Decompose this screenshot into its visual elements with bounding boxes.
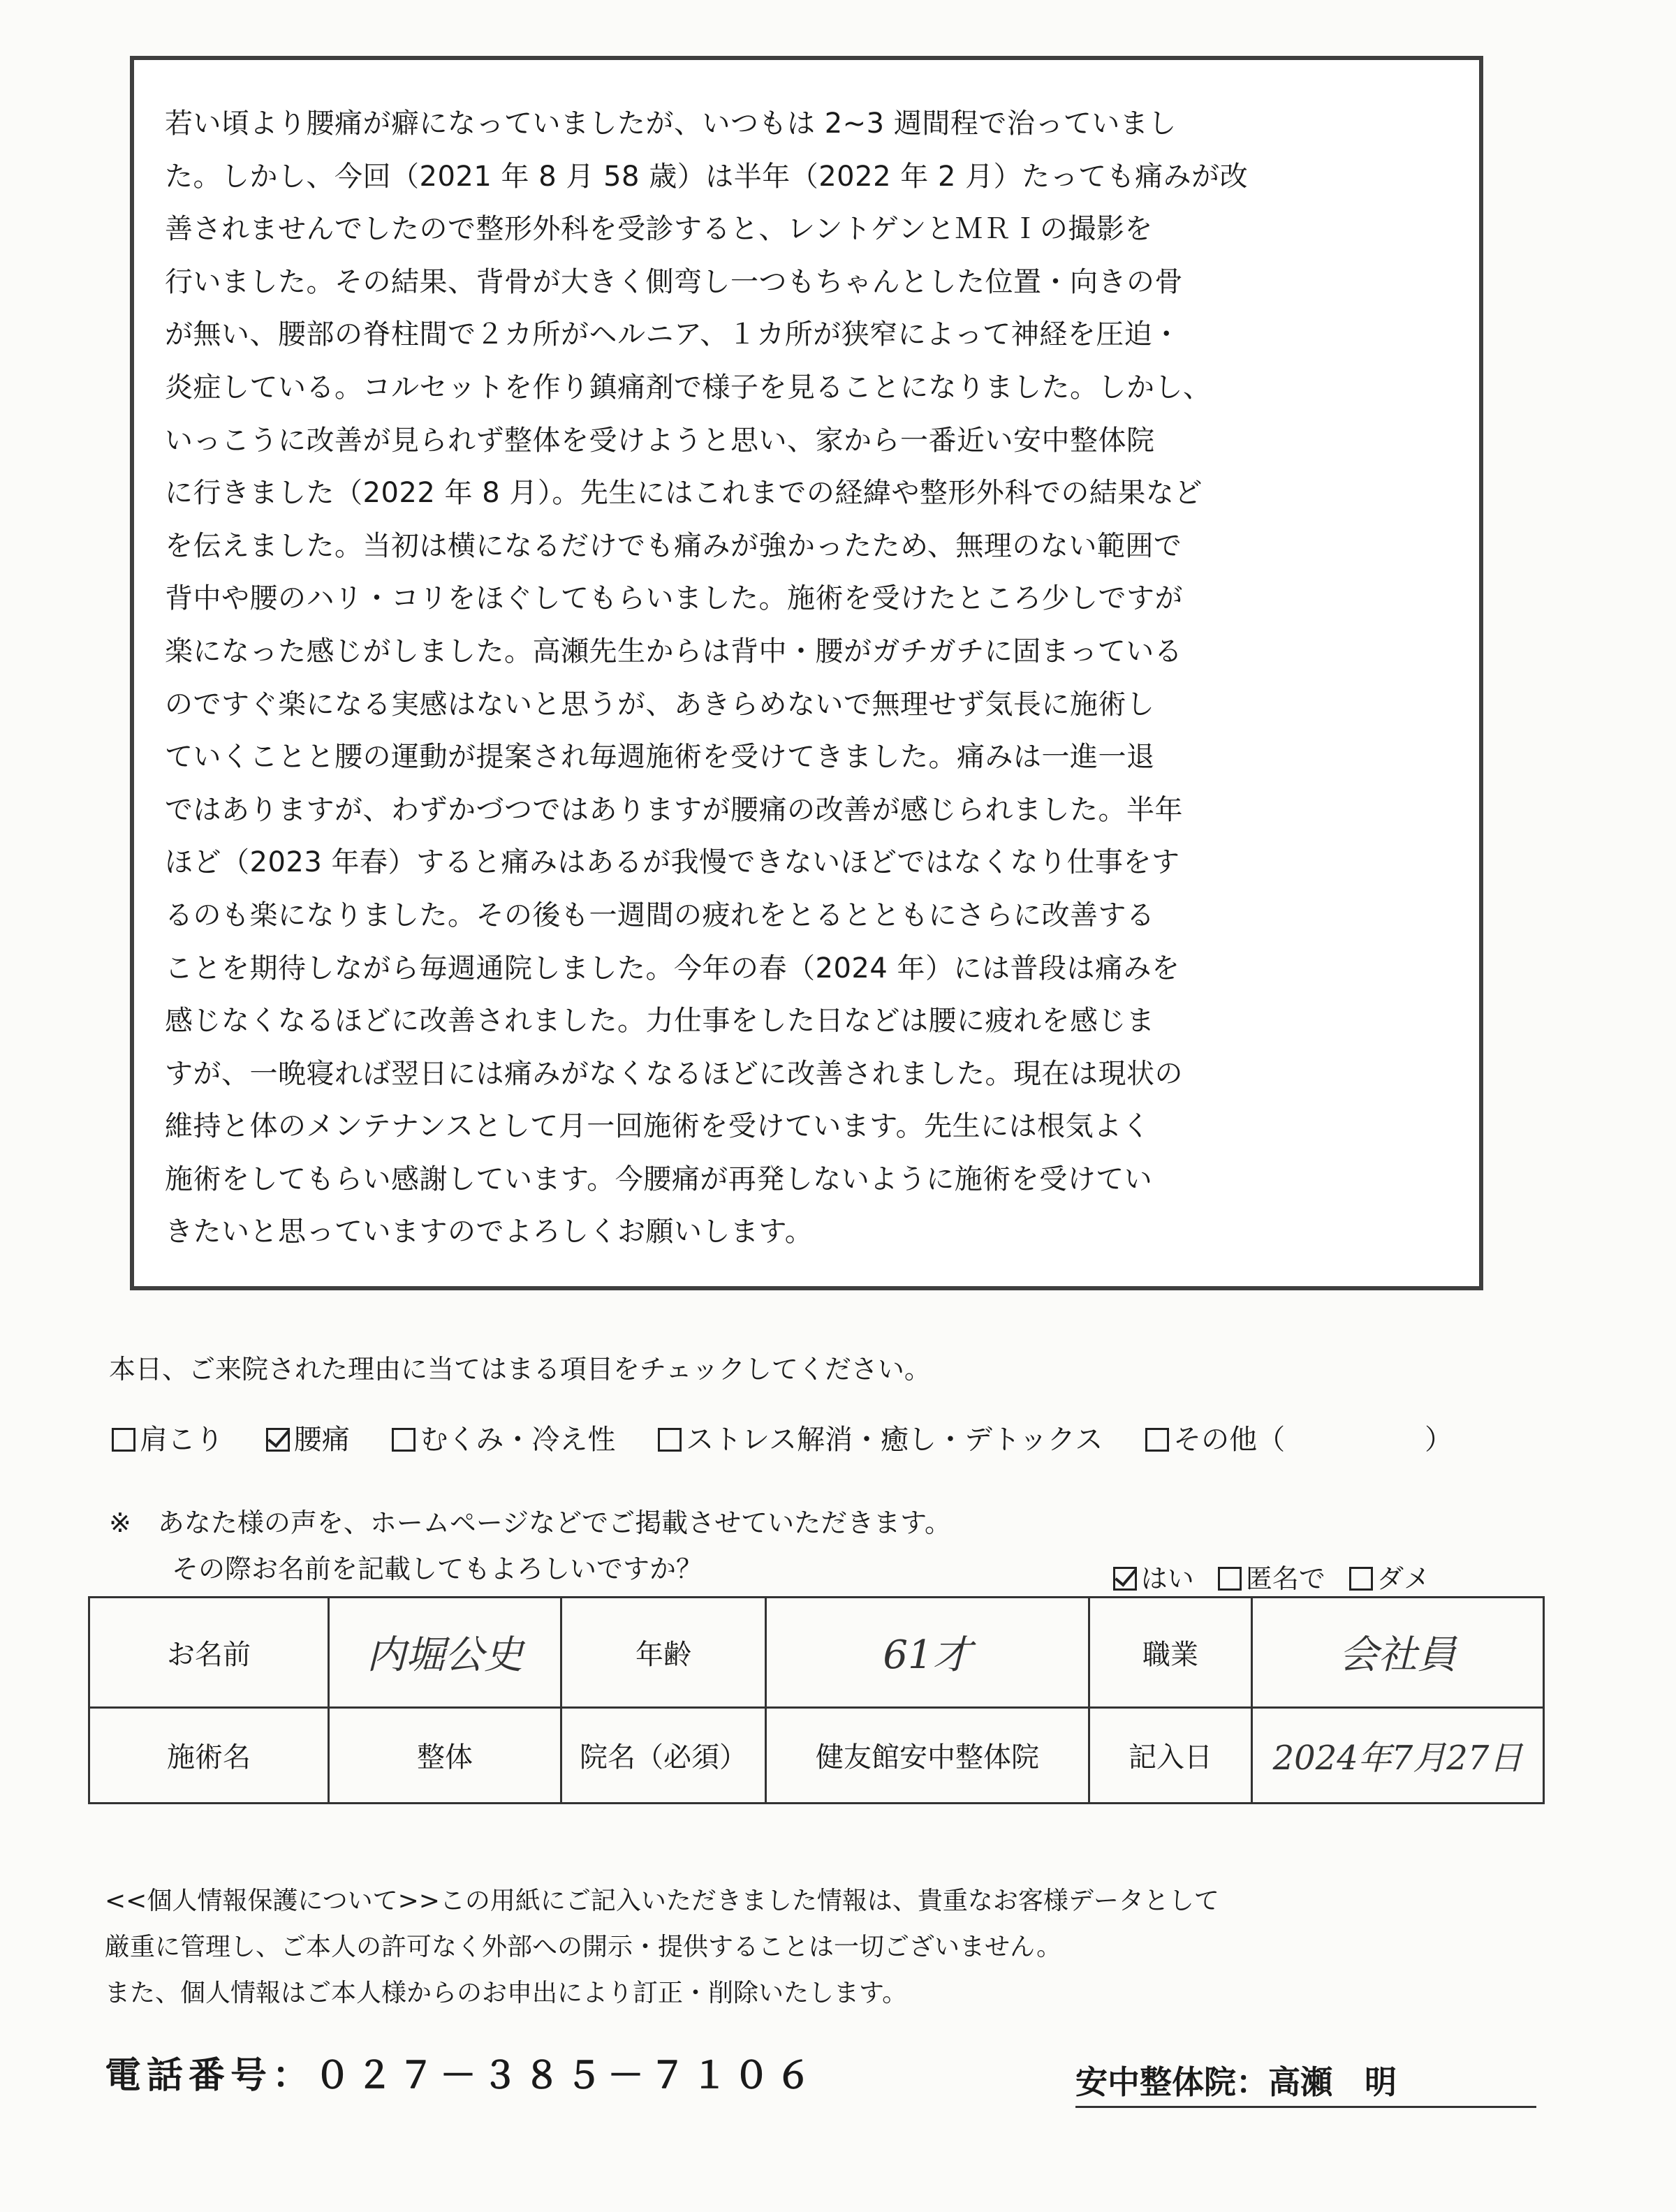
- checkbox-icon[interactable]: [392, 1428, 416, 1452]
- testimonial-line: 維持と体のメンテナンスとして月一回施術を受けています。先生には根気よく: [165, 1110, 1151, 1143]
- testimonial-line: を伝えました。当初は横になるだけでも痛みが強かったため、無理のない範囲で: [165, 529, 1182, 562]
- reason-option-other[interactable]: その他（ ）: [1145, 1417, 1453, 1457]
- testimonial-line: た。しかし、今回（2021 年 8 月 58 歳）は半年（2022 年 2 月）たっても痛みが改: [165, 160, 1249, 193]
- name-value[interactable]: 内堀公史: [329, 1598, 561, 1708]
- publish-question: その際お名前を記載してもよろしいですか？: [172, 1554, 703, 1584]
- job-value[interactable]: 会社員: [1252, 1598, 1544, 1708]
- testimonial-line: 炎症している。コルセットを作り鎮痛剤で様子を見ることになりました。しかし、: [165, 371, 1212, 404]
- treatment-value: 整体: [329, 1707, 561, 1803]
- testimonial-text: [165, 98, 1450, 1259]
- testimonial-line: のですぐ楽になる実感はないと思うが、あきらめないで無理せず気長に施術し: [165, 688, 1155, 721]
- testimonial-line: 行いました。その結果、背骨が大きく側弯し一つもちゃんとした位置・向きの骨: [165, 265, 1183, 298]
- reason-prompt: 本日、ご来院された理由に当てはまる項目をチェックしてください。: [109, 1354, 931, 1385]
- name-label: お名前: [89, 1598, 329, 1708]
- checkbox-icon[interactable]: [1349, 1567, 1373, 1591]
- clinic-signature: 安中整体院：高瀬 明: [1075, 2057, 1536, 2108]
- checkbox-icon[interactable]: [112, 1428, 135, 1452]
- clinic-label: 院名（必須）: [561, 1707, 766, 1803]
- testimonial-line: すが、一晩寝れば翌日には痛みがなくなるほどに改善されました。現在は現状の: [165, 1057, 1183, 1090]
- clinic-value: 健友館安中整体院: [766, 1707, 1089, 1803]
- treatment-label: 施術名: [89, 1707, 329, 1803]
- job-label: 職業: [1089, 1598, 1252, 1708]
- privacy-line: 厳重に管理し、ご本人の許可なく外部への開示・提供することは一切ございません。: [105, 1933, 1062, 1961]
- testimonial-line: 背中や腰のハリ・コリをほぐしてもらいました。施術を受けたところ少しですが: [165, 582, 1183, 615]
- table-row: [89, 1707, 1544, 1803]
- testimonial-line: ていくことと腰の運動が提案され毎週施術を受けてきました。痛みは一進一退: [165, 741, 1155, 774]
- publish-notice: ※ あなた様の声を、ホームページなどでご掲載させていただきます。: [109, 1507, 952, 1538]
- reason-option-stress[interactable]: ストレス解消・癒し・デトックス: [658, 1417, 1103, 1457]
- consent-no[interactable]: ダメ: [1349, 1557, 1430, 1595]
- testimonial-line: 若い頃より腰痛が癖になっていましたが、いつもは 2~3 週間程で治っていまし: [165, 108, 1177, 140]
- checkbox-icon[interactable]: [1145, 1428, 1169, 1452]
- testimonial-line: るのも楽になりました。その後も一週間の疲れをとるとともにさらに改善する: [165, 899, 1155, 931]
- testimonial-line: が無い、腰部の脊柱間で２カ所がヘルニア、１カ所が狭窄によって神経を圧迫・: [165, 318, 1181, 351]
- publish-consent-group: [1113, 1557, 1446, 1595]
- table-row: [89, 1598, 1544, 1708]
- checkbox-checked-icon[interactable]: [1113, 1567, 1137, 1591]
- reason-option-swelling[interactable]: むくみ・冷え性: [392, 1417, 615, 1457]
- privacy-line: また、個人情報はご本人様からのお申出により訂正・削除いたします。: [105, 1979, 908, 2007]
- checkbox-icon[interactable]: [1218, 1567, 1242, 1591]
- reason-option-shoulder[interactable]: 肩こり: [112, 1417, 223, 1457]
- testimonial-line: 善されませんでしたので整形外科を受診すると、レントゲンとＭＲＩの撮影を: [165, 213, 1153, 246]
- date-value[interactable]: 2024年7月27日: [1252, 1707, 1544, 1803]
- testimonial-line: きたいと思っていますのでよろしくお願いします。: [165, 1216, 814, 1248]
- consent-anonymous[interactable]: 匿名で: [1218, 1557, 1325, 1595]
- testimonial-line: ではありますが、わずかづつではありますが腰痛の改善が感じられました。半年: [165, 793, 1183, 826]
- checkbox-checked-icon[interactable]: [266, 1428, 290, 1452]
- testimonial-line: いっこうに改善が見られず整体を受けようと思い、家から一番近い安中整体院: [165, 424, 1155, 457]
- testimonial-line: 楽になった感じがしました。高瀬先生からは背中・腰がガチガチに固まっている: [165, 635, 1183, 668]
- privacy-notice: [105, 1878, 1219, 2016]
- testimonial-line: ほど（2023 年春）すると痛みはあるが我慢できないほどではなくなり仕事をす: [165, 846, 1180, 879]
- testimonial-line: 施術をしてもらい感謝しています。今腰痛が再発しないように施術を受けてい: [165, 1163, 1153, 1195]
- reason-checkbox-group: [112, 1417, 1486, 1457]
- date-label: 記入日: [1089, 1707, 1252, 1803]
- info-table: [88, 1596, 1545, 1804]
- testimonial-line: に行きました（2022 年 8 月）。先生にはこれまでの経緯や整形外科での結果など: [165, 477, 1203, 510]
- privacy-line: <<個人情報保護について>>この用紙にご記入いただきました情報は、貴重なお客様データとして: [105, 1887, 1219, 1915]
- checkbox-icon[interactable]: [658, 1428, 682, 1452]
- testimonial-line: 感じなくなるほどに改善されました。力仕事をした日などは腰に疲れを感じま: [165, 1005, 1155, 1038]
- phone-number: 電話番号：０２７－３８５－７１０６: [105, 2055, 818, 2097]
- consent-yes[interactable]: はい: [1113, 1557, 1194, 1595]
- testimonial-line: ことを期待しながら毎週通院しました。今年の春（2024 年）には普段は痛みを: [165, 952, 1180, 985]
- reason-option-lower-back[interactable]: 腰痛: [266, 1417, 350, 1457]
- age-value[interactable]: 61才: [766, 1598, 1089, 1708]
- age-label: 年齢: [561, 1598, 766, 1708]
